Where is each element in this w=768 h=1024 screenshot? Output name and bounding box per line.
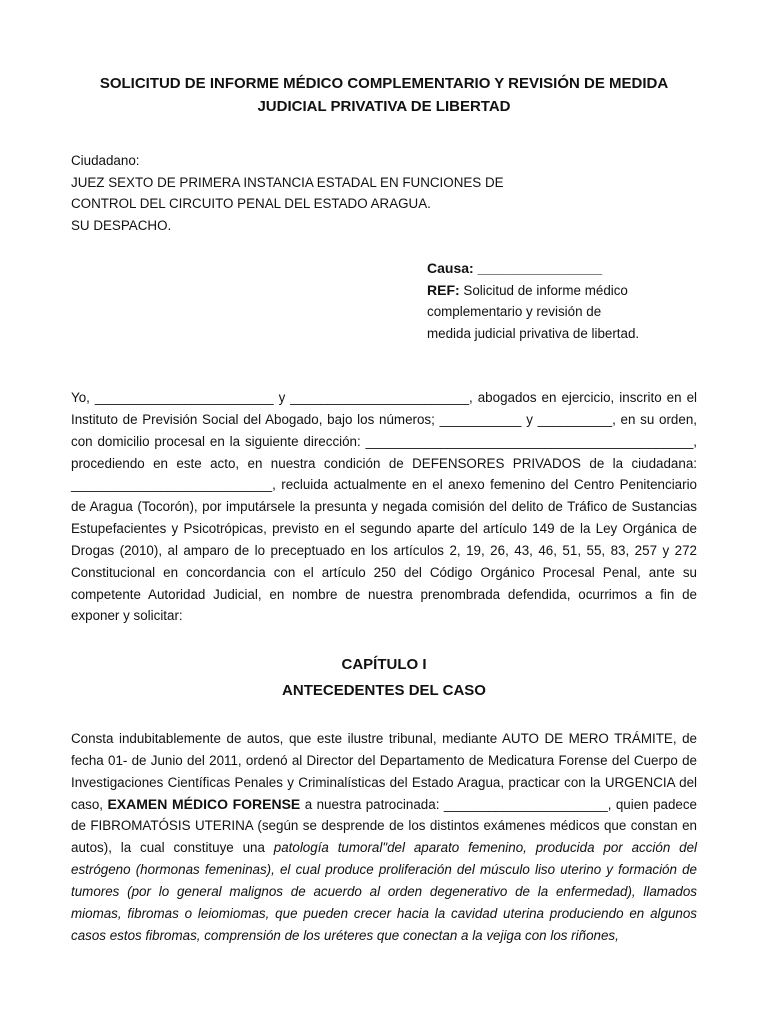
ref-label: REF: [427, 281, 460, 298]
intro-paragraph: Yo, ________________________ y ________________________, abogados en ejercicio, inscrito en el Instituto de Previsión Social del Abogado, bajo los números; ___________ y __________, en su orden, con domicilio procesal en la siguiente dirección: ____________________________________________, procediendo en este acto, en nuestra condición de DEFENSORES PRIVADOS de la ciudadana: ___________________________, recluida actualmente en el anexo femenino del Centro Penitenciario de Aragua (Tocorón), por imputársele la presunta y negada comisión del delito de Tráfico de Sustancias Estupefacientes y Psicotrópicas, previsto en el segundo aparte del artículo 149 de la Ley Orgánica de Drogas (2010), al amparo de lo preceptuado en los artículos 2, 19, 26, 43, 46, 51, 55, 83, 257 y 272 Constitucional en concordancia con el artículo 250 del Código Orgánico Procesal Penal, ante su competente Autoridad Judicial, en nombre de nuestra prenombrada defendida, ocurrimos a fin de exponer y solicitar: [71, 390, 697, 624]
title-line-1: SOLICITUD DE INFORME MÉDICO COMPLEMENTARIO Y REVISIÓN DE MEDIDA [99, 75, 669, 92]
addressee-line: JUEZ SEXTO DE PRIMERA INSTANCIA ESTADAL EN FUNCIONES DE [71, 174, 504, 190]
background-paragraph [71, 728, 697, 946]
causa-line: Causa: ________________ [427, 260, 603, 276]
chapter-number: CAPÍTULO I [341, 656, 427, 673]
chapter-title: ANTECEDENTES DEL CASO [282, 682, 486, 699]
reference-block [427, 258, 727, 344]
title-line-2: JUDICIAL PRIVATIVA DE LIBERTAD [257, 98, 511, 115]
emphasized-text: EXAMEN MÉDICO FORENSE [107, 795, 301, 812]
addressee-line: Ciudadano: [71, 153, 140, 168]
ref-text: Solicitud de informe médico [459, 282, 628, 298]
addressee-block [71, 150, 504, 236]
addressee-line: CONTROL DEL CIRCUITO PENAL DEL ESTADO ARAGUA. [71, 196, 431, 211]
addressee-line: SU DESPACHO. [71, 217, 172, 233]
ref-line-2: complementario y revisión de [427, 304, 602, 319]
italic-text: patología tumoral"del aparato femenino, producida por acción del estrógeno (hormonas femeninas), el cual produce proliferación del músculo liso uterino y formación de tumores (por lo general malignos de acuerdo al orden degenerativo de la enfermedad), llamados miomas, fibromas o leiomiomas, que pueden crecer hacia la cavidad uterina produciendo en algunos casos estos fibromas, comprensión de los uréteres que conectan a la vejiga con los riñones, [71, 840, 697, 943]
ref-line-1 [427, 280, 727, 302]
ref-line-3: medida judicial privativa de libertad. [427, 325, 640, 341]
paragraph-text: Consta indubitablemente de autos, que este ilustre tribunal, mediante AUTO DE MERO TRÁMITE, de fecha 01- de Junio del 2011, ordenó al Director del Departamento de Medicatura Forense del Cuerpo de Investigaciones Científicas Penales y Criminalísticas del Estado Aragua, practicar con la URGENCIA del caso, [71, 731, 697, 812]
paragraph-text: a nuestra patrocinada: ______________________, quien padece de FIBROMATÓSIS UTERINA (según se desprende de los distintos exámenes médicos que constan en autos), la cual constituye una [71, 796, 697, 856]
chapter-heading [60, 652, 708, 704]
document-title [60, 72, 708, 118]
